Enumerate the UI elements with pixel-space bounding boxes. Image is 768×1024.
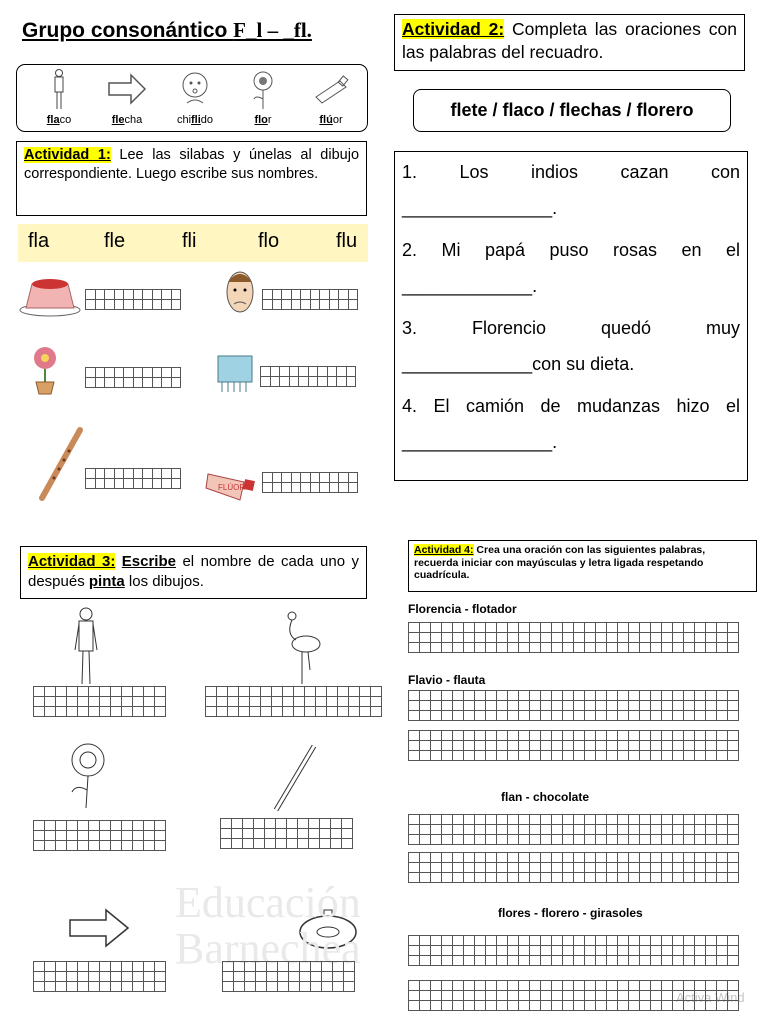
activity4-box	[408, 540, 757, 592]
outline-arrow-icon	[66, 904, 132, 950]
writing-grid-flute[interactable]	[220, 818, 353, 849]
icon-cell-flecha: flecha	[97, 69, 157, 129]
icon-cell-flaco: flaco	[29, 69, 89, 129]
fluor-toothpaste-icon	[204, 458, 260, 504]
svg-text:FLÚOR: FLÚOR	[218, 483, 246, 492]
activity2-text: Completa las oraciones con las palabras del recuadro.	[402, 19, 737, 62]
sentence-2: 2. Mi papá puso rosas en el _____________.	[402, 240, 740, 296]
writing-grid-flauta[interactable]	[85, 468, 181, 489]
icon-cell-fluor: flúor	[301, 69, 361, 129]
activity1-box	[16, 141, 367, 216]
activity2-box	[394, 14, 745, 71]
flower-icon	[248, 69, 278, 111]
sentence-grid-2b[interactable]	[408, 730, 739, 761]
flute-icon	[36, 426, 86, 502]
sentence-grid-4a[interactable]	[408, 935, 739, 966]
activity1-text: Lee las silabas y únelas al dibujo correspondiente. Luego escribe sus nombres.	[24, 147, 360, 182]
watermark: Educación Barnechea	[175, 878, 361, 973]
syllable-flo: flo	[258, 230, 280, 252]
syllable-flu: flu	[336, 230, 358, 252]
writing-grid-flamingo[interactable]	[205, 686, 382, 717]
sentence-4: 4. El camión de mudanzas hizo el _______________.	[402, 396, 740, 452]
words-group-4: flores - florero - girasoles	[498, 906, 643, 920]
words-group-2: Flavio - flauta	[408, 673, 486, 687]
writing-grid-flan[interactable]	[85, 289, 181, 310]
sentence-grid-3a[interactable]	[408, 814, 739, 845]
syllable-fle: fle	[104, 230, 126, 252]
syllable-fli: fli	[182, 230, 197, 252]
writing-grid-arrow[interactable]	[33, 961, 166, 992]
icon-cell-flor: flor	[233, 69, 293, 129]
word-bank: flete / flaco / flechas / florero	[413, 89, 731, 132]
activity3-write-word: Escribe	[121, 553, 176, 570]
skinny-man-icon	[72, 606, 100, 688]
words-group-1: Florencia - flotador	[408, 602, 517, 616]
writing-grid-fleco[interactable]	[260, 366, 356, 387]
activity3-paint-word: pinta	[88, 573, 125, 590]
sentence-grid-3b[interactable]	[408, 852, 739, 883]
sunflower-icon	[66, 740, 108, 810]
icon-cell-chiflido: chiflido	[165, 69, 225, 129]
recorder-flute-icon	[270, 740, 322, 814]
title-prefix: Grupo consonántico	[22, 19, 234, 42]
writing-grid-float[interactable]	[222, 961, 355, 992]
page-title	[22, 18, 312, 43]
sentence-grid-2a[interactable]	[408, 690, 739, 721]
flan-icon	[18, 272, 82, 320]
title-letters: F_l – _fl.	[233, 18, 312, 42]
activity3-box: Actividad 3: Escribe el nombre de cada uno y después pinta los dibujos.	[20, 546, 367, 599]
sentence-grid-4b[interactable]	[408, 980, 739, 1011]
man-icon	[49, 69, 69, 111]
writing-grid-flaco[interactable]	[262, 289, 358, 310]
activity1-label: Actividad 1:	[24, 147, 111, 163]
writing-grid-man[interactable]	[33, 686, 166, 717]
syllable-fla: fla	[28, 230, 50, 252]
sentence-1: 1. Los indios cazan con _______________.	[402, 162, 740, 218]
activate-windows-watermark: Activa Wind	[676, 990, 745, 1005]
activity3-label: Actividad 3:	[28, 553, 116, 570]
activity4-label: Actividad 4:	[414, 544, 474, 556]
syllable-bar	[18, 224, 368, 262]
sentence-3: 3. Florencio quedó muy _____________con su dieta.	[402, 318, 740, 374]
whistle-face-icon	[177, 69, 213, 111]
arrow-icon	[105, 69, 149, 109]
thin-face-icon	[222, 266, 258, 318]
writing-grid-sunflower[interactable]	[33, 820, 166, 851]
flower-pot-icon	[28, 344, 62, 396]
word-icon-row	[16, 64, 368, 132]
words-group-3: flan - chocolate	[501, 790, 590, 804]
fringe-towel-icon	[214, 352, 256, 396]
toothpaste-icon	[310, 69, 352, 109]
sentences-box	[394, 151, 748, 481]
flamingo-icon	[280, 610, 324, 686]
activity2-label: Actividad 2:	[402, 19, 505, 39]
sentence-grid-1[interactable]	[408, 622, 739, 653]
activity4-text: Crea una oración con las siguientes palabras, recuerda iniciar con mayúsculas y letra ligada respetando cuadrícula.	[414, 544, 706, 581]
writing-grid-fluor[interactable]	[262, 472, 358, 493]
writing-grid-flor[interactable]	[85, 367, 181, 388]
